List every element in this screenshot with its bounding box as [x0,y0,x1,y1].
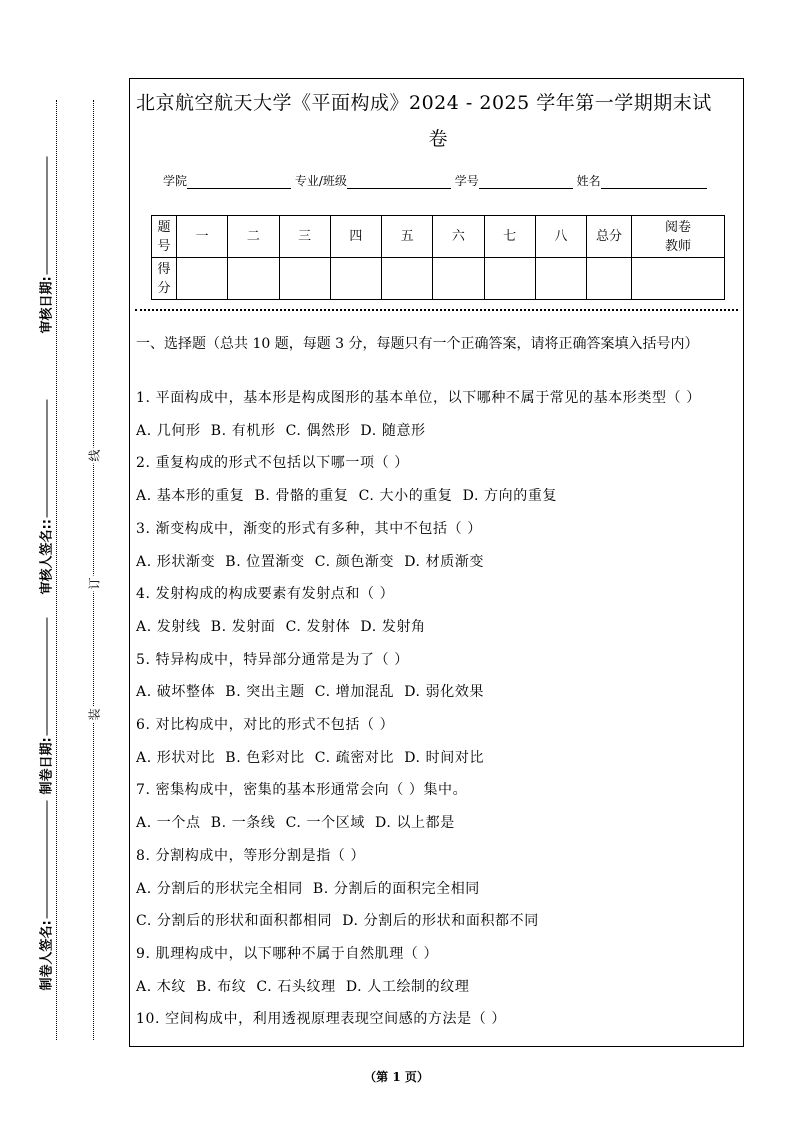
student-id-label: 学号 [454,174,479,188]
binding-mark-xian: 线 [87,449,102,462]
reviewer-date-label: 审核日期: [36,164,55,334]
score-cell-7[interactable] [484,258,535,300]
score-cell-3[interactable] [279,258,330,300]
question-10: 10. 空间构成中，利用透视原理表现空间感的方法是（ ） [136,1011,506,1028]
question-3-options-1: A. 形状渐变 B. 位置渐变 C. 颜色渐变 D. 材质渐变 [136,553,485,570]
question-2-options-1: A. 基本形的重复 B. 骨骼的重复 C. 大小的重复 D. 方向的重复 [136,488,558,505]
score-cell-4[interactable] [330,258,381,300]
question-3: 3. 渐变构成中，渐变的形式有多种，其中不包括（ ） [136,520,482,537]
header-cell-2: 二 [228,216,279,258]
reviewer-date-blank[interactable] [47,156,48,274]
binding-mark-ding: 订 [87,577,102,590]
header-cell-grader: 阅卷教师 [632,216,725,258]
score-cell-8[interactable] [535,258,586,300]
score-cell-1[interactable] [177,258,228,300]
title-line-2: 卷 [428,128,448,150]
question-2: 2. 重复构成的形式不包括以下哪一项（ ） [136,455,409,472]
student-id-field[interactable] [479,174,573,189]
question-7-options-1: A. 一个点 B. 一条线 C. 一个区域 D. 以上都是 [136,815,455,832]
exam-title [136,88,740,118]
name-field[interactable] [601,174,707,189]
school-label: 学院 [163,174,188,188]
score-cell-grader[interactable] [632,258,725,300]
header-cell-4: 四 [330,216,381,258]
header-cell-5: 五 [382,216,433,258]
maker-date-label: 制卷日期: [36,625,55,795]
binding-dotted-line-outer [56,100,57,1040]
score-cell-2[interactable] [228,258,279,300]
question-4: 4. 发射构成的构成要素有发射点和（ ） [136,586,395,603]
question-1: 1. 平面构成中，基本形是构成图形的基本单位，以下哪种不属于常见的基本形类型（ ） [136,390,701,406]
score-cell-5[interactable] [382,258,433,300]
header-separator [135,309,738,311]
header-cell-7: 七 [484,216,535,258]
title-line-1: 北京航空航天大学《平面构成》2024 - 2025 学年第一学期期末试 [136,92,712,114]
reviewer-sign-blank[interactable] [47,399,48,517]
question-8-options-1: A. 分割后的形状完全相同 B. 分割后的面积完全相同 [136,880,480,897]
question-4-options-1: A. 发射线 B. 发射面 C. 发射体 D. 发射角 [136,618,426,635]
page-number: （第 1 页） [364,1070,429,1084]
score-table-score-row [152,258,725,300]
header-cell-6: 六 [433,216,484,258]
binding-mark-zhuang: 装 [87,708,102,721]
question-8-options-2: C. 分割后的形状和面积都相同 D. 分割后的形状和面积都不同 [136,913,539,930]
header-cell-total: 总分 [587,216,632,258]
reviewer-sign-label: 审核人签名:: [36,425,55,595]
score-cell-6[interactable] [433,258,484,300]
question-5-options-1: A. 破坏整体 B. 突出主题 C. 增加混乱 D. 弱化效果 [136,684,485,701]
question-1-options-1: A. 几何形 B. 有机形 C. 偶然形 D. 随意形 [136,422,426,439]
student-info-row [163,172,707,189]
major-label: 专业/班级 [294,174,347,188]
maker-sign-blank[interactable] [47,800,48,918]
question-6: 6. 对比构成中，对比的形式不包括（ ） [136,717,395,733]
question-9-options-1: A. 木纹 B. 布纹 C. 石头纹理 D. 人工绘制的纹理 [136,978,470,995]
name-label: 姓名 [576,174,601,188]
header-cell-tihao: 题号 [152,216,177,258]
question-5: 5. 特异构成中，特异部分通常是为了（ ） [136,651,409,668]
header-cell-1: 一 [177,216,228,258]
maker-date-blank[interactable] [47,617,48,735]
question-9: 9. 肌理构成中，以下哪种不属于自然肌理（ ） [136,945,439,962]
binding-dotted-line-inner [93,100,94,1040]
question-8: 8. 分割构成中，等形分割是指（ ） [136,847,366,864]
score-table [151,215,725,300]
section-1-heading: 一、选择题（总共 10 题，每题 3 分，每题只有一个正确答案，请将正确答案填入括号内） [136,336,699,352]
score-cell-total[interactable] [587,258,632,300]
major-field[interactable] [347,174,451,189]
school-field[interactable] [187,174,291,189]
question-7: 7. 密集构成中，密集的基本形通常会向（ ）集中。 [136,782,468,799]
score-table-header-row [152,216,725,258]
score-label-cell: 得分 [152,258,177,300]
question-6-options-1: A. 形状对比 B. 色彩对比 C. 疏密对比 D. 时间对比 [136,749,485,766]
maker-sign-label: 制卷人签名: [36,821,55,991]
header-cell-3: 三 [279,216,330,258]
header-cell-8: 八 [535,216,586,258]
